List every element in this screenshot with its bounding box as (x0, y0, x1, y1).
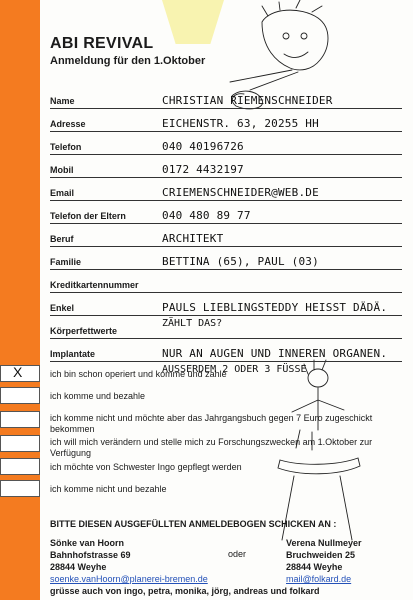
doodle-face-eye (301, 33, 307, 39)
field-row-familie[interactable] (50, 249, 402, 270)
option-label: ich komme nicht und möchte aber das Jahrgangsbuch gegen 7 Euro zugeschickt bekommen (50, 413, 373, 434)
field-label: Name (50, 96, 75, 106)
contact-city: 28844 Weyhe (50, 562, 107, 572)
option-checkbox-forschung[interactable] (0, 435, 40, 452)
sticky-note (162, 0, 224, 44)
contact-name: Verena Nullmeyer (286, 538, 362, 548)
field-label: Körperfettwerte (50, 326, 118, 336)
form-subtitle: Anmeldung für den 1.Oktober (50, 55, 206, 67)
field-row-kreditkarte[interactable] (50, 272, 402, 293)
contact-name: Sönke van Hoorn (50, 538, 125, 548)
contact-street: Bahnhofstrasse 69 (50, 550, 131, 560)
field-label: Enkel (50, 303, 75, 313)
option-checkbox-operiert[interactable] (0, 365, 40, 382)
contact-city: 28844 Weyhe (286, 562, 343, 572)
field-value: BETTINA (65), PAUL (03) (162, 255, 319, 268)
option-checkbox-nicht-bezahle[interactable] (0, 480, 40, 497)
field-label: Familie (50, 257, 82, 267)
field-row-name[interactable] (50, 88, 402, 109)
field-label: Implantate (50, 349, 96, 359)
field-row-adresse[interactable] (50, 111, 402, 132)
field-label: Adresse (50, 119, 86, 129)
contact-street: Bruchweiden 25 (286, 550, 356, 560)
field-row-email[interactable] (50, 180, 402, 201)
field-value: 040 40196726 (162, 140, 244, 153)
field-row-mobil[interactable] (50, 157, 402, 178)
field-value: CRIEMENSCHNEIDER@WEB.DE (162, 186, 319, 199)
doodle-face-hair (262, 0, 322, 16)
field-value: EICHENSTR. 63, 20255 HH (162, 117, 319, 130)
option-checkbox-schwester[interactable] (0, 458, 40, 475)
field-value-line2: AUSSERDEM 2 ODER 3 FÜSSE (162, 364, 307, 375)
field-value-line2: ZÄHLT DAS? (162, 318, 223, 329)
doodle-face-eye (283, 33, 289, 39)
option-label: ich komme nicht und bezahle (50, 484, 167, 494)
send-instructions: BITTE DIESEN AUSGEFÜLLTEN ANMELDEBOGEN SCHICKEN AN : (50, 519, 337, 529)
field-row-telefon[interactable] (50, 134, 402, 155)
contact-email-link[interactable]: soenke.vanHoorn@planerei-bremen.de (50, 574, 208, 584)
option-label: ich komme und bezahle (50, 391, 146, 401)
field-label: Email (50, 188, 75, 198)
orange-side-stripe (0, 0, 40, 600)
contact-block-right (286, 537, 362, 585)
contact-email-link[interactable]: mail@folkard.de (286, 574, 352, 584)
field-value: PAULS LIEBLINGSTEDDY HEISST DÄDÄ. (162, 301, 388, 314)
field-label: Telefon (50, 142, 82, 152)
field-label: Mobil (50, 165, 74, 175)
option-label: ich will mich verändern und stelle mich zu Forschungszwecken am 1.Oktober zur Verfügung (50, 437, 373, 458)
form-title: ABI REVIVAL (50, 35, 154, 52)
field-label: Beruf (50, 234, 74, 244)
option-label: ich möchte von Schwester Ingo gepflegt werden (50, 462, 242, 472)
greeting-line: grüsse auch von ingo, petra, monika, jörg, andreas und folkard (50, 586, 320, 596)
field-value: 040 480 89 77 (162, 209, 251, 222)
option-checkbox-komme-bezahle[interactable] (0, 387, 40, 404)
check-mark-icon: X (13, 364, 23, 380)
field-row-beruf[interactable] (50, 226, 402, 247)
field-row-telefon-eltern[interactable] (50, 203, 402, 224)
or-label: oder (228, 549, 247, 559)
doodle-face-mouth (284, 52, 308, 58)
option-label: ich bin schon operiert und komme und zahle (50, 369, 227, 379)
field-label: Telefon der Eltern (50, 211, 126, 221)
field-value: NUR AN AUGEN UND INNEREN ORGANEN. (162, 347, 388, 360)
field-value: 0172 4432197 (162, 163, 244, 176)
doodle-face-outline (262, 10, 328, 70)
field-row-enkel[interactable] (50, 295, 402, 329)
field-value: ARCHITEKT (162, 232, 224, 245)
option-checkbox-jahrgangsbuch[interactable] (0, 411, 40, 428)
contact-block-left (50, 537, 208, 585)
field-row-koerperfett[interactable] (50, 318, 402, 339)
field-label: Kreditkartennummer (50, 280, 139, 290)
field-value: CHRISTIAN RIEMENSCHNEIDER (162, 94, 333, 107)
doodle-face-neck (230, 70, 298, 90)
